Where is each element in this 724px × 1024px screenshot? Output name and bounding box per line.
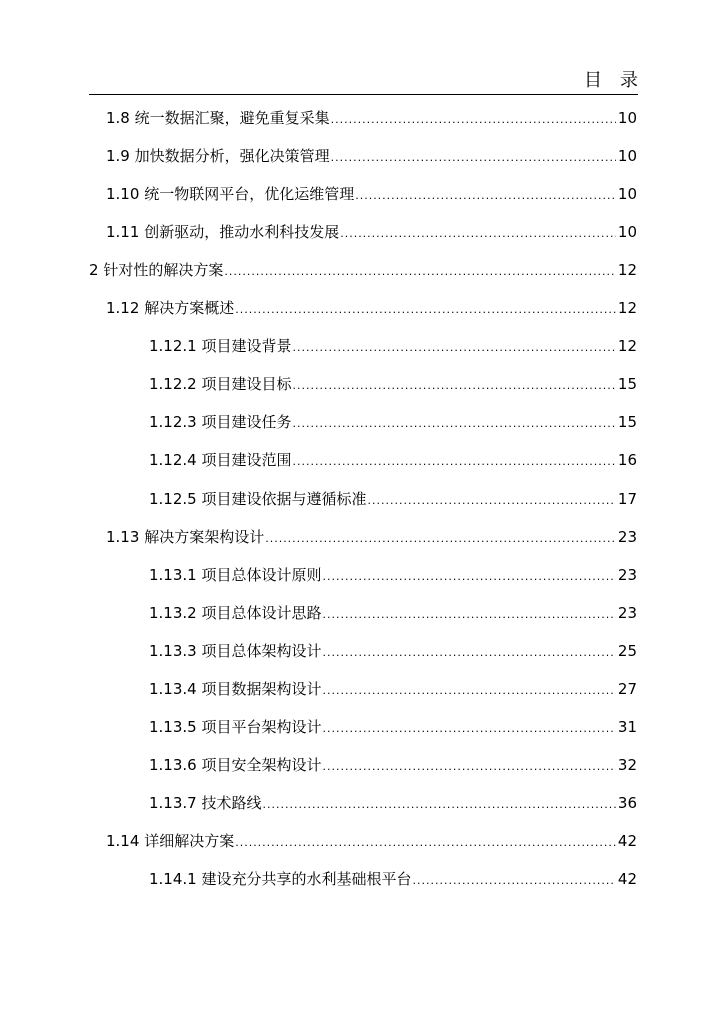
toc-dot-leader (265, 529, 616, 549)
toc-entry-title: 项目建设范围 (201, 451, 292, 470)
toc-entry-page-number: 15 (617, 375, 637, 394)
toc-entry[interactable] (149, 412, 637, 434)
toc-entry-title: 项目建设目标 (201, 375, 292, 394)
toc-entry-heading (149, 793, 262, 813)
toc-dot-leader (331, 148, 616, 168)
toc-dot-leader (293, 452, 616, 472)
toc-entry-heading (106, 184, 354, 204)
toc-entry-heading (106, 831, 234, 851)
toc-entry-number: 1.10 (106, 185, 140, 204)
toc-entry-number: 2 (89, 261, 99, 280)
toc-entry-heading (106, 222, 339, 242)
toc-entry-number: 1.13.5 (149, 717, 197, 736)
toc-entry-heading (106, 146, 330, 166)
toc-entry-title: 项目建设依据与遵循标准 (201, 489, 367, 508)
toc-entry-title: 统一数据汇聚，避免重复采集 (134, 109, 330, 127)
toc-entry-heading (149, 717, 322, 737)
toc-entry-number: 1.13.7 (149, 793, 197, 812)
toc-entry[interactable] (149, 755, 637, 777)
toc-entry-title: 项目安全架构设计 (201, 755, 322, 774)
toc-entry-heading (149, 869, 412, 889)
toc-entry-number: 1.14.1 (149, 870, 197, 888)
toc-entry-title: 解决方案概述 (144, 299, 235, 318)
page-title: 目录 (584, 70, 656, 91)
toc-entry-heading (149, 603, 322, 623)
toc-entry[interactable] (106, 184, 637, 206)
toc-entry-title: 项目总体设计原则 (201, 565, 322, 584)
toc-entry-heading (149, 679, 322, 699)
toc-entry-heading (149, 755, 322, 775)
toc-entry-number: 1.12.2 (149, 375, 197, 394)
toc-entry-number: 1.13.3 (149, 641, 197, 660)
toc-dot-leader (293, 414, 616, 434)
toc-entry-title: 项目总体架构设计 (201, 641, 322, 660)
toc-entry-title: 加快数据分析，强化决策管理 (134, 147, 330, 166)
toc-entry-number: 1.13.2 (149, 603, 197, 622)
toc-entry-number: 1.14 (106, 831, 140, 850)
toc-dot-leader (235, 300, 616, 320)
toc-entry-number: 1.12.4 (149, 451, 197, 470)
toc-entry[interactable] (106, 146, 637, 168)
toc-entry-heading (149, 336, 292, 356)
toc-dot-leader (413, 871, 616, 891)
toc-entry-heading (149, 641, 322, 661)
toc-entry-heading (149, 450, 292, 470)
toc-entry-number: 1.13.6 (149, 755, 197, 774)
toc-entry-title: 项目平台架构设计 (201, 717, 322, 736)
toc-entry-number: 1.8 (106, 109, 130, 127)
toc-dot-leader (323, 719, 616, 739)
toc-dot-leader (323, 643, 616, 663)
toc-entry-number: 1.11 (106, 223, 140, 242)
toc-entry[interactable] (149, 336, 637, 358)
toc-dot-leader (323, 757, 616, 777)
toc-dot-leader (323, 605, 616, 625)
page-header (89, 68, 656, 95)
toc-entry-title: 项目建设背景 (201, 337, 292, 356)
toc-entry[interactable] (149, 450, 637, 472)
toc-entry-heading (149, 489, 367, 509)
toc-entry-page-number: 17 (617, 489, 637, 508)
toc-entry-page-number: 10 (617, 185, 637, 204)
toc-entry-title: 建设充分共享的水利基础根平台 (201, 870, 412, 888)
toc-entry[interactable] (106, 298, 637, 320)
toc-entry-page-number: 12 (617, 261, 637, 280)
toc-entry-page-number: 15 (617, 413, 637, 432)
toc-entry-page-number: 42 (617, 831, 637, 850)
toc-entry-page-number: 10 (617, 109, 637, 127)
toc-entry-number: 1.12.5 (149, 489, 197, 508)
toc-dot-leader (235, 833, 616, 853)
toc-entry[interactable] (149, 565, 637, 587)
toc-entry-page-number: 32 (617, 755, 637, 774)
toc-entry[interactable] (106, 527, 637, 549)
toc-entry-page-number: 16 (617, 451, 637, 470)
toc-entry-number: 1.12 (106, 299, 140, 318)
toc-dot-leader (355, 186, 616, 206)
toc-entry-heading (149, 374, 292, 394)
toc-dot-leader (340, 224, 616, 244)
toc-entry-page-number: 23 (617, 565, 637, 584)
toc-entry-page-number: 10 (617, 147, 637, 166)
toc-entry[interactable] (149, 489, 637, 511)
toc-entry[interactable] (149, 641, 637, 663)
toc-dot-leader (323, 567, 616, 587)
toc-dot-leader (263, 795, 616, 815)
toc-entry[interactable] (149, 717, 637, 739)
toc-dot-leader (293, 338, 616, 358)
toc-entry-title: 统一物联网平台，优化运维管理 (144, 185, 355, 204)
toc-entry-page-number: 23 (617, 527, 637, 546)
toc-entry-page-number: 31 (617, 717, 637, 736)
toc-dot-leader (368, 491, 616, 511)
toc-entry-page-number: 42 (617, 870, 637, 888)
toc-entry-number: 1.13.1 (149, 565, 197, 584)
toc-entry-heading (149, 412, 292, 432)
toc-entry-title: 解决方案架构设计 (144, 527, 265, 546)
toc-dot-leader (224, 262, 616, 282)
toc-entry-heading (149, 565, 322, 585)
toc-entry-title: 项目总体设计思路 (201, 603, 322, 622)
toc-dot-leader (293, 376, 616, 396)
toc-entry-title: 针对性的解决方案 (103, 261, 224, 280)
toc-entry-title: 创新驱动，推动水利科技发展 (144, 223, 340, 242)
toc-entry-page-number: 25 (617, 641, 637, 660)
toc-entry-page-number: 10 (617, 223, 637, 242)
toc-entry-page-number: 36 (617, 793, 637, 812)
toc-entry[interactable] (106, 222, 637, 244)
toc-entry-heading (106, 108, 330, 128)
toc-entry-title: 项目建设任务 (201, 413, 292, 432)
toc-entry-page-number: 12 (617, 337, 637, 356)
toc-entry-number: 1.13 (106, 527, 140, 546)
toc-entry-heading (106, 527, 264, 547)
toc-entry-title: 项目数据架构设计 (201, 679, 322, 698)
toc-entry[interactable] (149, 793, 637, 815)
toc-entry[interactable] (149, 869, 637, 891)
toc-entry-page-number: 27 (617, 679, 637, 698)
toc-entry-heading (89, 260, 223, 280)
toc-entry-number: 1.12.1 (149, 337, 197, 356)
toc-entry-title: 技术路线 (201, 793, 262, 812)
toc-entry-number: 1.9 (106, 147, 130, 166)
toc-entry[interactable] (106, 831, 637, 853)
toc-entry-title: 详细解决方案 (144, 831, 235, 850)
toc-dot-leader (331, 110, 616, 130)
toc-entry-number: 1.12.3 (149, 413, 197, 432)
toc-entry[interactable] (149, 374, 637, 396)
toc-entry[interactable] (89, 260, 637, 282)
toc-entry-page-number: 23 (617, 603, 637, 622)
toc-entry-heading (106, 298, 234, 318)
toc-entry-number: 1.13.4 (149, 679, 197, 698)
toc-entry[interactable] (149, 679, 637, 701)
toc-entry-page-number: 12 (617, 299, 637, 318)
toc-entry[interactable] (106, 108, 637, 130)
toc-entry[interactable] (149, 603, 637, 625)
toc-dot-leader (323, 681, 616, 701)
